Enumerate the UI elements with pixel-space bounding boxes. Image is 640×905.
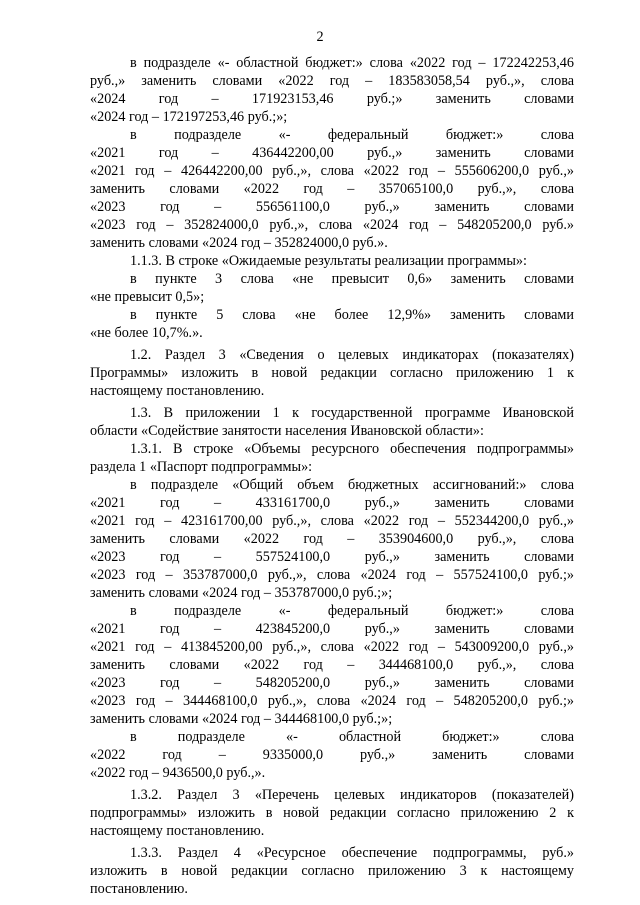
paragraph [90, 126, 574, 252]
paragraph [90, 844, 574, 898]
paragraph-line: «2021 год – 423161700,00 руб.,», слова «2022 год – 552344200,0 руб.,» [90, 513, 574, 529]
paragraph-line: 1.3. В приложении 1 к государственной программе Ивановской [130, 405, 574, 421]
paragraph-line: «2023 год – 557524100,0 руб.,» заменить словами [90, 549, 574, 565]
paragraph-line: в подразделе «- федеральный бюджет:» слова [130, 127, 574, 143]
paragraph-line: «2022 год – 9335000,0 руб.,» заменить словами [90, 747, 574, 763]
paragraph-line: «2024 год – 171923153,46 руб.;» заменить словами [90, 91, 574, 107]
paragraph-line: в подразделе «- федеральный бюджет:» слова [130, 603, 574, 619]
paragraph-line: руб.,» заменить словами «2022 год – 183583058,54 руб.,», слова [90, 73, 574, 89]
paragraph-line: Программы» изложить в новой редакции согласно приложению 1 к [90, 365, 574, 381]
paragraph-line: 1.1.3. В строке «Ожидаемые результаты реализации программы»: [130, 253, 527, 269]
paragraph-line: 1.3.3. Раздел 4 «Ресурсное обеспечение подпрограммы, руб.» [130, 845, 574, 861]
document-body [90, 54, 574, 898]
paragraph-line: в пункте 3 слова «не превысит 0,6» заменить словами [130, 271, 574, 287]
paragraph-line: заменить словами «2024 год – 353787000,0 руб.;»; [90, 585, 393, 601]
paragraph [90, 252, 574, 270]
paragraph [90, 602, 574, 728]
paragraph-line: «не более 10,7%.». [90, 325, 203, 341]
paragraph-line: изложить в новой редакции согласно приложению 3 к настоящему [90, 863, 574, 879]
paragraph-line: настоящему постановлению. [90, 823, 265, 839]
paragraph-line: в подразделе «- областной бюджет:» слова «2022 год – 172242253,46 [130, 55, 574, 71]
paragraph-line: области «Содействие занятости населения Ивановской области»: [90, 423, 484, 439]
paragraph-line: «2023 год – 352824000,0 руб.,», слова «2024 год – 548205200,0 руб.» [90, 217, 574, 233]
paragraph-line: «2021 год – 426442200,00 руб.,», слова «2022 год – 555606200,0 руб.,» [90, 163, 574, 179]
paragraph-line: «2021 год – 423845200,0 руб.,» заменить словами [90, 621, 574, 637]
paragraph [90, 306, 574, 342]
paragraph-line: заменить словами «2024 год – 344468100,0 руб.;»; [90, 711, 393, 727]
paragraph [90, 54, 574, 126]
paragraph-line: в пункте 5 слова «не более 12,9%» заменить словами [130, 307, 574, 323]
paragraph-line: в подразделе «- областной бюджет:» слова [130, 729, 574, 745]
paragraph-line: «2024 год – 172197253,46 руб.;»; [90, 109, 288, 125]
paragraph-line: заменить словами «2024 год – 352824000,0 руб.». [90, 235, 388, 251]
paragraph-line: «2021 год – 436442200,00 руб.,» заменить словами [90, 145, 574, 161]
paragraph-line: «2023 год – 353787000,0 руб.,», слова «2024 год – 557524100,0 руб.;» [90, 567, 574, 583]
paragraph [90, 476, 574, 602]
paragraph-line: «2023 год – 556561100,0 руб.,» заменить словами [90, 199, 574, 215]
paragraph-line: «2022 год – 9436500,0 руб.,». [90, 765, 266, 781]
paragraph-line: «2023 год – 548205200,0 руб.,» заменить словами [90, 675, 574, 691]
paragraph-line: в подразделе «Общий объем бюджетных ассигнований:» слова [130, 477, 574, 493]
paragraph-line: 1.3.2. Раздел 3 «Перечень целевых индикаторов (показателей) [130, 787, 574, 803]
paragraph-line: 1.2. Раздел 3 «Сведения о целевых индикаторах (показателях) [130, 347, 574, 363]
paragraph-line: раздела 1 «Паспорт подпрограммы»: [90, 459, 313, 475]
paragraph-line: заменить словами «2022 год – 344468100,0 руб.,», слова [90, 657, 574, 673]
paragraph-line: 1.3.1. В строке «Объемы ресурсного обеспечения подпрограммы» [130, 441, 574, 457]
paragraph-line: «2021 год – 413845200,00 руб.,», слова «2022 год – 543009200,0 руб.,» [90, 639, 574, 655]
paragraph-line: «не превысит 0,5»; [90, 289, 205, 305]
paragraph-line: постановлению. [90, 881, 188, 897]
paragraph-line: заменить словами «2022 год – 357065100,0 руб.,», слова [90, 181, 574, 197]
paragraph [90, 346, 574, 400]
paragraph [90, 404, 574, 440]
paragraph [90, 728, 574, 782]
paragraph-line: подпрограммы» изложить в новой редакции согласно приложению 2 к [90, 805, 574, 821]
paragraph [90, 786, 574, 840]
page-number: 2 [316, 29, 324, 45]
paragraph-line: заменить словами «2022 год – 353904600,0 руб.,», слова [90, 531, 574, 547]
paragraph [90, 270, 574, 306]
paragraph-line: «2021 год – 433161700,0 руб.,» заменить словами [90, 495, 574, 511]
paragraph-line: настоящему постановлению. [90, 383, 265, 399]
paragraph [90, 440, 574, 476]
paragraph-line: «2023 год – 344468100,0 руб.,», слова «2024 год – 548205200,0 руб.;» [90, 693, 574, 709]
